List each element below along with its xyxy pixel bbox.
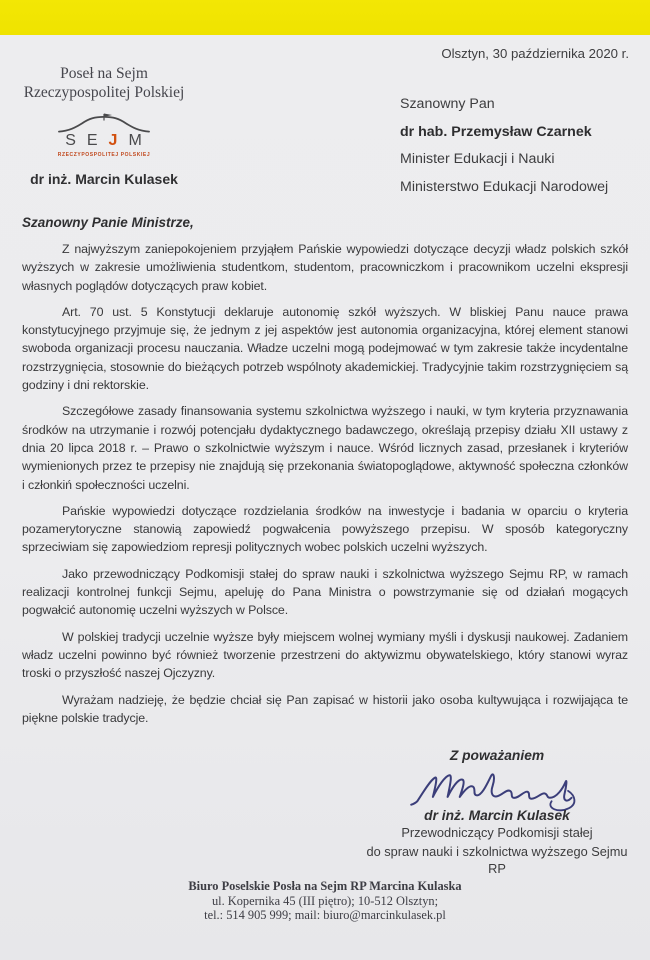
letter-paragraph-1: Z najwyższym zaniepokojeniem przyjąłem Pańskie wypowiedzi dotyczące decyzji władz polskich szkół wyższych w zakresie umożliwienia studentkom, studentom, pracowniczkom i pracownikom uczelni ekspresji własnych poglądów dotyczących praw kobiet. xyxy=(22,242,628,293)
signatory-title-line2: do spraw nauki i szkolnictwa wyższego Sejmu RP xyxy=(366,843,628,876)
date-line: Olsztyn, 30 października 2020 r. xyxy=(441,46,629,61)
letter-paragraph-2: Art. 70 ust. 5 Konstytucji deklaruje autonomię szkół wyższych. W bliskiej Panu nauce prawa konstytucyjnego przyjmuje się, że jednym z jej aspektów jest autonomia organizacyjna, której element stanowi swoboda organizacji procesu nauczania. Władze uczelni mogą podejmować w tym zakresie także incydentalne rozstrzygnięcia, stosownie do bieżących potrzeb wspólnoty akademickiej. Tradycyjnie takim rozstrzygnięciem są godziny i dni rektorskie. xyxy=(22,304,628,393)
sejm-logo-subtext: RZECZYPOSPOLITEJ POLSKIEJ xyxy=(57,152,151,158)
logo-letter-s: S xyxy=(65,132,77,149)
sender-title-line1: Poseł na Sejm xyxy=(60,65,148,82)
letter-paragraph-6: W polskiej tradycji uczelnie wyższe były miejscem wolnej wymiany myśli i dyskusji naukowej. Zadaniem władz uczelni powinno być również tworzenie przestrzeni do aktywizmu obywatelskiego, który stanowi wyraz troski o przyszłość naszej Ojczyzny. xyxy=(22,629,628,681)
addressee-salutation: Szanowny Pan xyxy=(400,96,495,112)
sejm-logo-letters xyxy=(18,132,190,150)
addressee-role: Minister Edukacji i Nauki xyxy=(400,151,555,167)
letter-paragraph-3: Szczegółowe zasady finansowania systemu szkolnictwa wyższego i nauki, w tym kryteria przyznawania środków na utrzymanie i rozwój potencjału dydaktycznego badawczego, określają przepisy działu XII ustawy z dnia 20 lipca 2018 r. – Prawo o szkolnictwie wyższym i nauce. Wśród licznych zasad, przesłanek i kryteriów wymienionych przez te przepisy nie znajdują się przekonania światopoglądowe, aktywność społeczna członków i członkiń społeczności uczelni. xyxy=(22,404,628,492)
letter-salutation: Szanowny Panie Ministrze, xyxy=(22,215,194,230)
sender-name: dr inż. Marcin Kulasek xyxy=(30,171,178,187)
sender-title-line2: Rzeczypospolitej Polskiej xyxy=(23,84,185,101)
valediction: Z poważaniem xyxy=(449,748,545,763)
sejm-logo xyxy=(18,109,190,158)
footer-address: ul. Kopernika 45 (III piętro); 10-512 Olsztyn; xyxy=(211,893,439,908)
signatory-name: dr inż. Marcin Kulasek xyxy=(424,808,570,823)
logo-letter-j: J xyxy=(108,132,119,149)
letter-paragraph-7: Wyrażam nadzieję, że będzie chciał się Pan zapisać w historii jako osoba kultywująca i rozwijająca te piękne polskie tradycje. xyxy=(22,692,628,725)
addressee-name: dr hab. Przemysław Czarnek xyxy=(400,123,592,140)
closing-block xyxy=(362,748,632,878)
sender-letterhead xyxy=(18,64,190,187)
logo-letter-m: M xyxy=(128,132,143,149)
office-footer xyxy=(0,879,650,923)
letter-paragraph-5: Jako przewodniczący Podkomisji stałej do spraw nauki i szkolnictwa wyższego Sejmu RP, w ramach realizacji kontrolnej funkcji Sejmu, apeluję do Pana Ministra o powstrzymanie się od działań mogących pogwałcić autonomię uczelni wyższych w Polsce. xyxy=(22,566,628,618)
addressee-institution: Ministerstwo Edukacji Narodowej xyxy=(400,178,609,195)
logo-letter-e: E xyxy=(86,132,99,149)
signatory-title-line1: Przewodniczący Podkomisji stałej xyxy=(401,825,593,840)
letter-body xyxy=(22,215,628,735)
footer-contact: tel.: 514 905 999; mail: biuro@marcinkulasek.pl xyxy=(204,908,446,923)
letter-paragraph-4: Pańskie wypowiedzi dotyczące rozdzielania środków na inwestycje i badania w oparciu o kryteria pozamerytoryczne stanowią zapowiedź pogwałcenia powyższego przepisu. W sposób kategoryczny sprzeciwiam się zapowiedziom represji politycznych wobec polskich uczelni wyższych. xyxy=(22,503,628,555)
top-yellow-accent-bar xyxy=(0,0,650,35)
footer-office-name: Biuro Poselskie Posła na Sejm RP Marcina Kulaska xyxy=(188,879,462,893)
addressee-block xyxy=(400,96,608,206)
